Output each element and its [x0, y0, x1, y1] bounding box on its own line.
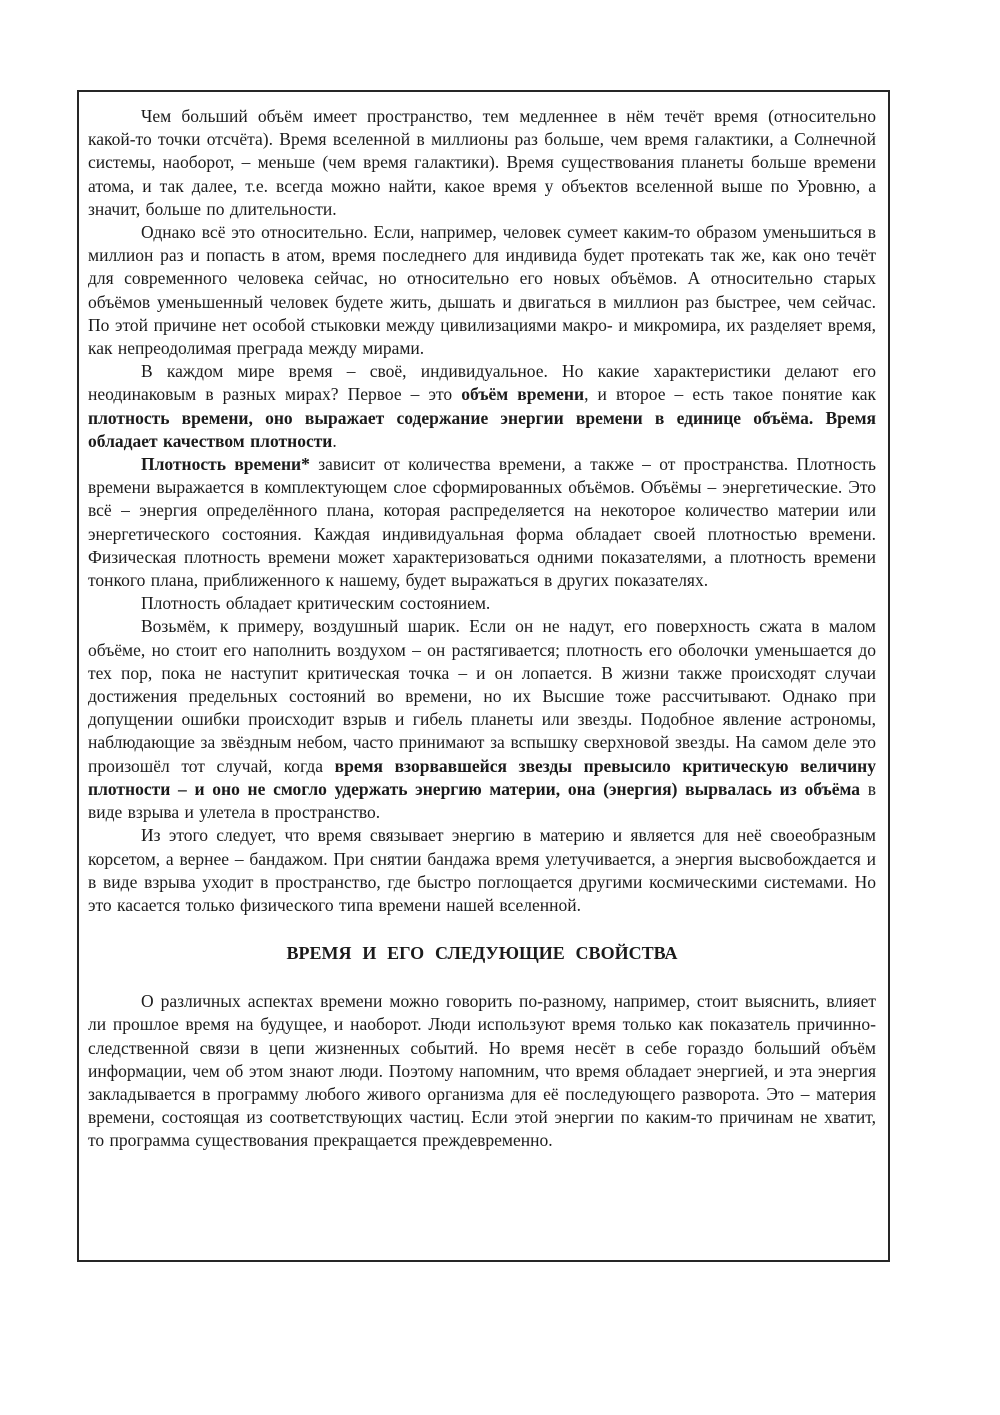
bold-text-run: Плотность времени*	[141, 454, 310, 475]
text-run: Возьмём, к примеру, воздушный шарик. Если он не надут, его поверхность сжата в малом объёме, но стоит его наполнить воздухом – он растягивается; плотность его оболочки уменьшается до тех пор, пока не наступит критическая точка – и он лопается. В жизни также происходят случаи достижения предельных состояний во времени, но их Высшие тоже рассчитывают. Однако при допущении ошибки происходит взрыв и гибель планеты или звезды. Подобное явление астрономы, наблюдающие за звёздным небом, часто принимают за вспышку сверхновой звезды. На самом деле это произошёл тот случай, когда	[88, 616, 876, 776]
text-run: Чем больший объём имеет пространство, тем медленнее в нём течёт время (относительно какой-то точки отсчёта). Время вселенной в миллионы раз больше, чем время галактики, а Солнечной системы, наоборот, – меньше (чем время галактики). Время существования планеты больше времени атома, и так далее, т.е. всегда можно найти, какое время у объектов вселенной выше по Уровню, а значит, больше по длительности.	[88, 106, 876, 219]
text-run: в виде взрыва и улетела в пространство.	[88, 778, 876, 823]
paragraph	[88, 615, 876, 824]
text-run: О различных аспектах времени можно говорить по-разному, например, стоит выяснить, влияет ли прошлое время на будущее, и наоборот. Люди используют время только как показатель причинно-следственной связи в цепи жизненных событий. Но время несёт в себе гораздо больший объём информации, чем об этом знают люди. Поэтому напомним, что время обладает энергией, и эта энергия закладывается в программу любого живого организма для её последующего разворота. Это – материя времени, состоящая из соответствующих частиц. Если этой энергии по каким-то причинам не хватит, то программа существования прекращается преждевременно.	[88, 991, 876, 1151]
text-run: .	[332, 430, 337, 451]
paragraph	[88, 221, 876, 360]
paragraph	[88, 360, 876, 453]
paragraph	[88, 990, 876, 1152]
bold-text-run: время взорвавшейся звезды превысило критическую величину плотности – и оно не смогло удержать энергию материи, она (энергия) вырвалась из объёма	[88, 755, 876, 799]
paragraph	[88, 453, 876, 592]
bold-text-run: объём времени	[461, 384, 585, 405]
bold-text-run: ВРЕМЯ И ЕГО СЛЕДУЮЩИЕ СВОЙСТВА	[286, 943, 678, 964]
text-run: Плотность обладает критическим состоянием.	[141, 593, 491, 614]
page-border-frame	[77, 90, 890, 1262]
text-run: Однако всё это относительно. Если, например, человек сумеет каким-то образом уменьшиться в миллион раз и попасть в атом, время последнего для индивида будет протекать так же, как оно течёт для современного человека сейчас, но относительно его новых объёмов. А относительно старых объёмов уменьшенный человек будете жить, дышать и двигаться в миллион раз быстрее, чем сейчас. По этой причине нет особой стыковки между цивилизациями макро- и микромира, их разделяет время, как непреодолимая преграда между мирами.	[88, 222, 876, 359]
section-heading	[88, 942, 876, 965]
bold-text-run: плотность времени, оно выражает содержание энергии времени в единице объёма. Время обладает качеством плотности	[88, 407, 876, 451]
text-run: Из этого следует, что время связывает энергию в материю и является для неё своеобразным корсетом, а вернее – бандажом. При снятии бандажа время улетучивается, а энергия высвобождается и в виде взрыва уходит в пространство, где быстро поглощается другими космическими системами. Но это касается только физического типа времени нашей вселенной.	[88, 825, 876, 915]
paragraph	[88, 592, 876, 615]
paragraph	[88, 105, 876, 221]
document-body	[88, 105, 876, 1153]
text-run: зависит от количества времени, а также – от пространства. Плотность времени выражается в комплектующем слое сформированных объёмов. Объёмы – энергетические. Это всё – энергия определённого плана, которая распределяется на некоторое количество материи или энергетического состояния. Каждая индивидуальная форма обладает своей плотностью времени. Физическая плотность времени может характеризоваться одними показателями, а плотность времени тонкого плана, приближенного к нашему, будет выражаться в других показателях.	[88, 454, 876, 591]
paragraph	[88, 824, 876, 917]
text-run: , и второе – есть такое понятие как	[584, 384, 876, 405]
text-run: В каждом мире время – своё, индивидуальное. Но какие характеристики делают его неодинаковым в разных мирах? Первое – это	[88, 361, 876, 405]
